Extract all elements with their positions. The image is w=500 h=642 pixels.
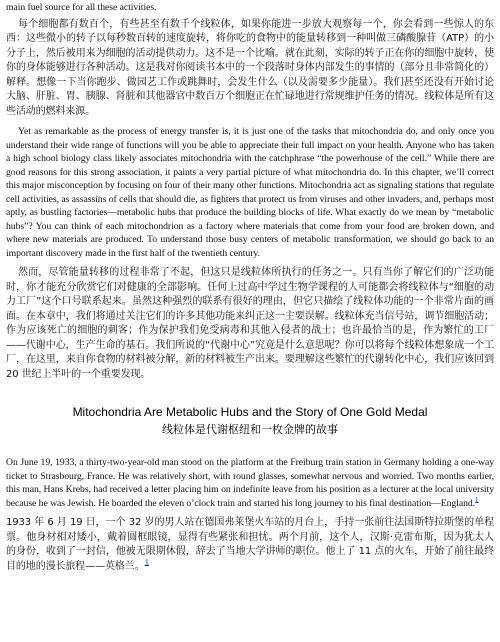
paragraph-zh-2: 然而，尽管能量转移的过程非常了不起，但这只是线粒体所执行的任务之一。只有当你了解它们的广泛功能时，你才能充分欣赏它们对健康的全部影响。任何上过高中学过生物学课程的人可能都会将线粒体与“细胞的动力工厂”这个口号联系起来。虽然这种强烈的联系有很好的理由，但它只描绘了线粒体功能的一个非常片面的画面。在本章中，我们将通过关注它们的许多其他功能来纠正这一主要误解。线粒体充当信号站，调节细胞活动；作为应该死亡的细胞的刺客；作为保护我们免受病毒和其他入侵者的战士；也许最恰当的是，作为繁忙的工厂——代谢中心，生产生命的基石。我们所说的“代谢中心”究竟是什么意思呢？你可以将每个线粒体想象成一个工厂，在这里，来自你食物的材料被分解，新的材料被生产出来。要理解这些繁忙的代谢转化中心，我们应该回到 20 世纪上半叶的一个重要发现。 bbox=[6, 267, 494, 380]
continuation-line: main fuel source for all these activities. bbox=[6, 2, 157, 13]
paragraph-zh-3 bbox=[6, 516, 494, 574]
footnote-link[interactable]: 1 bbox=[475, 495, 479, 504]
footnote-link-zh[interactable]: 1 bbox=[144, 558, 149, 567]
section-heading bbox=[6, 404, 494, 438]
paragraph-en-2-text: On June 19, 1933, a thirty-two-year-old man stood on the platform at the Freiburg train station in Germany holding a one-way ticket to Strasbourg, France. He was relatively short, with round glasses, somewhat nervous and worried. Two months earlier, this man, Hans Krebs, had received a letter placing him on indefinite leave from his position as a lecturer at the local university because he was Jewish. He boarded the eleven o’clock train and started his long journey to his final destination—England. bbox=[6, 457, 494, 509]
section-title-en: Mitochondria Are Metabolic Hubs and the Story of One Gold Medal bbox=[72, 405, 428, 419]
paragraph-zh-1: 每个细胞都有数百个，有些甚至有数千个线粒体，如果你能进一步放大观察每一个，你会看到一些惊人的东西：这些微小的转子以每秒数百转的速度旋转，将你吃的食物中的能量转移到一种叫做三磷酸腺苷（ATP）的小分子上，然后被用来为细胞的活动提供动力。这不是一个比喻。就在此刻，实际的转子正在你的细胞中旋转，使你的身体能够进行各种活动。这是我对你阅读书本中的一个段落时身体内部发生的事情的（部分且非常简化的）解释。想像一下当你跑步、做园艺工作或跳舞时，会发生什么（以及需要多少能量）。我们甚至还没有开始讨论大脑、肝脏、胃、胰腺、肾脏和其他器官中数百万个细胞正在忙碌地进行常规维护任务的情况。线粒体是所有这些活动的燃料来源。 bbox=[6, 18, 494, 117]
paragraph-en-2 bbox=[6, 456, 494, 510]
paragraph-en-1: Yet as remarkable as the process of energy transfer is, it is just one of the tasks that mitochondria do, and only once you understand their wide range of functions will you be able to appreciate their full impact on your health. Anyone who has taken a high school biology class likely associates mitochondria with the catchphrase “the powerhouse of the cell.” While there are good reasons for this strong association, it paints a very partial picture of what mitochondria do. In this chapter, we’ll correct this major misconception by focusing on four of their many other functions. Mitochondria act as signaling stations that regulate cell activities, as assassins of cells that should die, as fighters that protect us from viruses and other invaders, and, perhaps most aptly, as bustling factories—metabolic hubs that produce the building blocks of life. What exactly do we mean by “metabolic hubs”? You can think of each mitochondrion as a factory where materials that come from your food are broken down, and where new materials are produced. To understand those busy centers of metabolic transformation, we should go back to an important discovery made in the first half of the twentieth century. bbox=[6, 126, 494, 259]
section-title-zh: 线粒体是代谢枢纽和一枚金牌的故事 bbox=[162, 423, 338, 436]
paragraph-zh-3-text: 1933 年 6 月 19 日，一个 32 岁的男人站在德国弗莱堡火车站的月台上，手持一张前往法国斯特拉斯堡的单程票。他身材相对矮小，戴着圆框眼镜，显得有些紧张和担忧。两个月前，这个人，汉斯·克雷布斯，因为犹太人的身份，收到了一封信，他被无限期休假，辞去了当地大学讲师的职位。他上了 11 点的火车，开始了前往最终目的地的漫长旅程——英格兰。 bbox=[6, 517, 494, 572]
